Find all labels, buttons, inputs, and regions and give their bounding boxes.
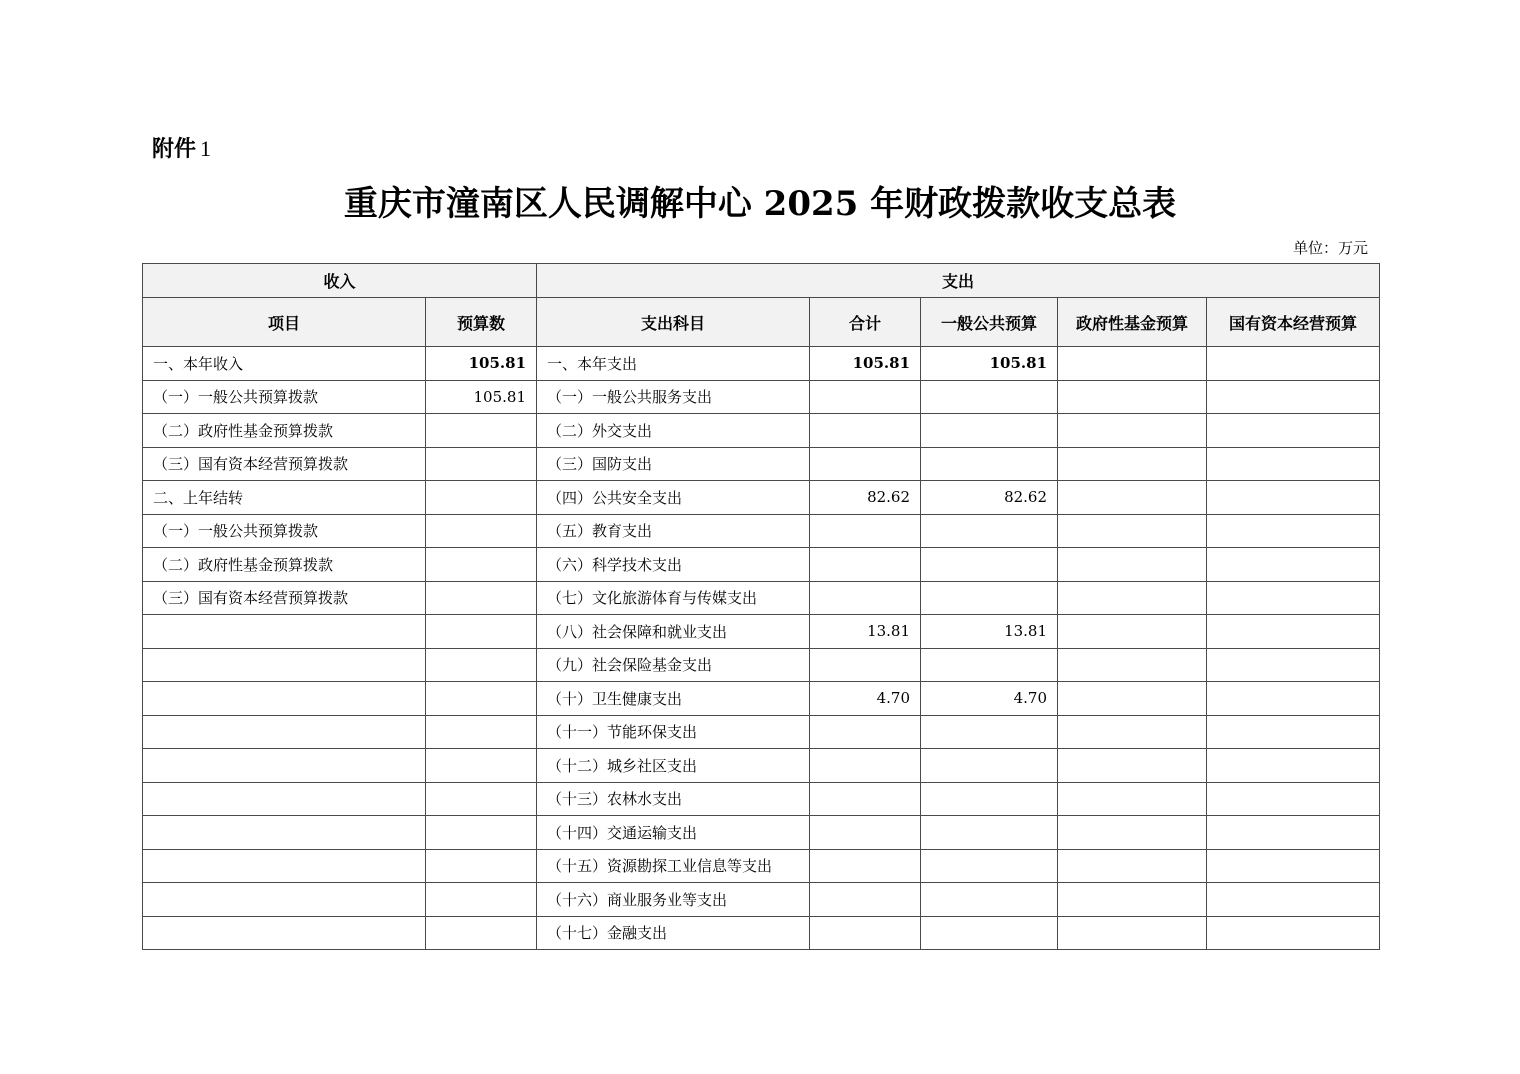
cell-state-capital bbox=[1207, 816, 1380, 850]
cell-budget bbox=[426, 548, 537, 582]
cell-general-public bbox=[921, 648, 1058, 682]
cell-total bbox=[810, 548, 921, 582]
cell-budget bbox=[426, 883, 537, 917]
header-budget: 预算数 bbox=[426, 298, 537, 347]
cell-gov-fund bbox=[1058, 816, 1207, 850]
cell-budget: 105.81 bbox=[426, 347, 537, 381]
cell-budget bbox=[426, 849, 537, 883]
header-state-capital: 国有资本经营预算 bbox=[1207, 298, 1380, 347]
cell-expense-subject: （二）外交支出 bbox=[537, 414, 810, 448]
cell-total bbox=[810, 648, 921, 682]
header-general-public: 一般公共预算 bbox=[921, 298, 1058, 347]
cell-total: 4.70 bbox=[810, 682, 921, 716]
cell-general-public: 13.81 bbox=[921, 615, 1058, 649]
cell-item bbox=[143, 648, 426, 682]
cell-general-public bbox=[921, 447, 1058, 481]
table-row bbox=[143, 414, 1380, 448]
cell-expense-subject: （十六）商业服务业等支出 bbox=[537, 883, 810, 917]
table-row bbox=[143, 749, 1380, 783]
cell-general-public bbox=[921, 749, 1058, 783]
table-row bbox=[143, 347, 1380, 381]
cell-general-public bbox=[921, 514, 1058, 548]
cell-item: （一）一般公共预算拨款 bbox=[143, 514, 426, 548]
cell-budget bbox=[426, 447, 537, 481]
cell-total bbox=[810, 447, 921, 481]
cell-expense-subject: 一、本年支出 bbox=[537, 347, 810, 381]
cell-state-capital bbox=[1207, 447, 1380, 481]
cell-budget bbox=[426, 715, 537, 749]
cell-state-capital bbox=[1207, 682, 1380, 716]
cell-state-capital bbox=[1207, 749, 1380, 783]
cell-gov-fund bbox=[1058, 347, 1207, 381]
table-row bbox=[143, 916, 1380, 950]
cell-gov-fund bbox=[1058, 414, 1207, 448]
header-expense: 支出 bbox=[537, 264, 1380, 298]
cell-budget bbox=[426, 782, 537, 816]
cell-total bbox=[810, 715, 921, 749]
table-row bbox=[143, 581, 1380, 615]
cell-expense-subject: （九）社会保险基金支出 bbox=[537, 648, 810, 682]
header-expense-subject: 支出科目 bbox=[537, 298, 810, 347]
cell-general-public bbox=[921, 782, 1058, 816]
cell-state-capital bbox=[1207, 615, 1380, 649]
cell-item bbox=[143, 749, 426, 783]
cell-budget: 105.81 bbox=[426, 380, 537, 414]
cell-gov-fund bbox=[1058, 380, 1207, 414]
cell-gov-fund bbox=[1058, 849, 1207, 883]
cell-expense-subject: （十四）交通运输支出 bbox=[537, 816, 810, 850]
cell-item bbox=[143, 615, 426, 649]
cell-budget bbox=[426, 648, 537, 682]
cell-gov-fund bbox=[1058, 782, 1207, 816]
cell-state-capital bbox=[1207, 648, 1380, 682]
cell-total bbox=[810, 849, 921, 883]
cell-expense-subject: （六）科学技术支出 bbox=[537, 548, 810, 582]
cell-total bbox=[810, 916, 921, 950]
cell-general-public bbox=[921, 380, 1058, 414]
cell-general-public bbox=[921, 883, 1058, 917]
cell-total: 13.81 bbox=[810, 615, 921, 649]
cell-expense-subject: （四）公共安全支出 bbox=[537, 481, 810, 515]
cell-item bbox=[143, 715, 426, 749]
cell-expense-subject: （十二）城乡社区支出 bbox=[537, 749, 810, 783]
cell-gov-fund bbox=[1058, 682, 1207, 716]
cell-state-capital bbox=[1207, 715, 1380, 749]
attachment-label bbox=[152, 134, 211, 165]
header-row-columns bbox=[143, 298, 1380, 347]
cell-gov-fund bbox=[1058, 648, 1207, 682]
table-row bbox=[143, 816, 1380, 850]
cell-item: 二、上年结转 bbox=[143, 481, 426, 515]
cell-total bbox=[810, 782, 921, 816]
cell-item bbox=[143, 883, 426, 917]
cell-total: 105.81 bbox=[810, 347, 921, 381]
cell-general-public bbox=[921, 548, 1058, 582]
cell-state-capital bbox=[1207, 883, 1380, 917]
cell-gov-fund bbox=[1058, 481, 1207, 515]
cell-expense-subject: （五）教育支出 bbox=[537, 514, 810, 548]
cell-item bbox=[143, 849, 426, 883]
cell-general-public: 105.81 bbox=[921, 347, 1058, 381]
cell-gov-fund bbox=[1058, 916, 1207, 950]
cell-state-capital bbox=[1207, 514, 1380, 548]
cell-expense-subject: （十三）农林水支出 bbox=[537, 782, 810, 816]
cell-gov-fund bbox=[1058, 883, 1207, 917]
cell-budget bbox=[426, 816, 537, 850]
cell-total bbox=[810, 414, 921, 448]
cell-budget bbox=[426, 581, 537, 615]
cell-item: （一）一般公共预算拨款 bbox=[143, 380, 426, 414]
cell-general-public: 82.62 bbox=[921, 481, 1058, 515]
cell-state-capital bbox=[1207, 414, 1380, 448]
table-row bbox=[143, 548, 1380, 582]
cell-expense-subject: （十）卫生健康支出 bbox=[537, 682, 810, 716]
cell-budget bbox=[426, 916, 537, 950]
cell-budget bbox=[426, 414, 537, 448]
attachment-text: 附件 bbox=[152, 137, 197, 162]
cell-state-capital bbox=[1207, 347, 1380, 381]
cell-general-public bbox=[921, 581, 1058, 615]
cell-total: 82.62 bbox=[810, 481, 921, 515]
cell-state-capital bbox=[1207, 916, 1380, 950]
cell-gov-fund bbox=[1058, 447, 1207, 481]
cell-gov-fund bbox=[1058, 615, 1207, 649]
cell-item: （二）政府性基金预算拨款 bbox=[143, 414, 426, 448]
table-row bbox=[143, 514, 1380, 548]
table-row bbox=[143, 715, 1380, 749]
header-total: 合计 bbox=[810, 298, 921, 347]
cell-state-capital bbox=[1207, 548, 1380, 582]
table-row bbox=[143, 447, 1380, 481]
cell-general-public bbox=[921, 849, 1058, 883]
cell-general-public bbox=[921, 715, 1058, 749]
cell-item: （二）政府性基金预算拨款 bbox=[143, 548, 426, 582]
unit-label: 单位：万元 bbox=[1292, 239, 1368, 257]
table-row bbox=[143, 380, 1380, 414]
cell-expense-subject: （三）国防支出 bbox=[537, 447, 810, 481]
cell-item: （三）国有资本经营预算拨款 bbox=[143, 447, 426, 481]
cell-budget bbox=[426, 514, 537, 548]
header-row-groups bbox=[143, 264, 1380, 298]
cell-gov-fund bbox=[1058, 514, 1207, 548]
cell-state-capital bbox=[1207, 849, 1380, 883]
header-gov-fund: 政府性基金预算 bbox=[1058, 298, 1207, 347]
cell-item bbox=[143, 682, 426, 716]
cell-item: （三）国有资本经营预算拨款 bbox=[143, 581, 426, 615]
cell-budget bbox=[426, 615, 537, 649]
cell-gov-fund bbox=[1058, 749, 1207, 783]
table-row bbox=[143, 883, 1380, 917]
cell-budget bbox=[426, 749, 537, 783]
cell-general-public bbox=[921, 414, 1058, 448]
cell-budget bbox=[426, 682, 537, 716]
header-item: 项目 bbox=[143, 298, 426, 347]
cell-state-capital bbox=[1207, 782, 1380, 816]
cell-total bbox=[810, 749, 921, 783]
cell-state-capital bbox=[1207, 581, 1380, 615]
table-row bbox=[143, 615, 1380, 649]
cell-item bbox=[143, 916, 426, 950]
cell-expense-subject: （十七）金融支出 bbox=[537, 916, 810, 950]
cell-gov-fund bbox=[1058, 715, 1207, 749]
cell-state-capital bbox=[1207, 481, 1380, 515]
page-title: 重庆市潼南区人民调解中心 2025 年财政拨款收支总表 bbox=[343, 184, 1177, 224]
cell-gov-fund bbox=[1058, 548, 1207, 582]
table-body bbox=[143, 347, 1380, 950]
cell-expense-subject: （十一）节能环保支出 bbox=[537, 715, 810, 749]
cell-general-public bbox=[921, 916, 1058, 950]
table-row bbox=[143, 782, 1380, 816]
cell-gov-fund bbox=[1058, 581, 1207, 615]
cell-expense-subject: （一）一般公共服务支出 bbox=[537, 380, 810, 414]
cell-item: 一、本年收入 bbox=[143, 347, 426, 381]
cell-expense-subject: （七）文化旅游体育与传媒支出 bbox=[537, 581, 810, 615]
cell-expense-subject: （八）社会保障和就业支出 bbox=[537, 615, 810, 649]
cell-budget bbox=[426, 481, 537, 515]
cell-total bbox=[810, 816, 921, 850]
cell-item bbox=[143, 782, 426, 816]
cell-total bbox=[810, 883, 921, 917]
cell-total bbox=[810, 581, 921, 615]
header-income: 收入 bbox=[143, 264, 537, 298]
table-row bbox=[143, 648, 1380, 682]
cell-expense-subject: （十五）资源勘探工业信息等支出 bbox=[537, 849, 810, 883]
cell-state-capital bbox=[1207, 380, 1380, 414]
table-row bbox=[143, 481, 1380, 515]
budget-table bbox=[142, 263, 1380, 950]
cell-total bbox=[810, 514, 921, 548]
cell-general-public bbox=[921, 816, 1058, 850]
cell-general-public: 4.70 bbox=[921, 682, 1058, 716]
cell-item bbox=[143, 816, 426, 850]
table-row bbox=[143, 849, 1380, 883]
cell-total bbox=[810, 380, 921, 414]
attachment-number: 1 bbox=[200, 136, 212, 161]
table-row bbox=[143, 682, 1380, 716]
